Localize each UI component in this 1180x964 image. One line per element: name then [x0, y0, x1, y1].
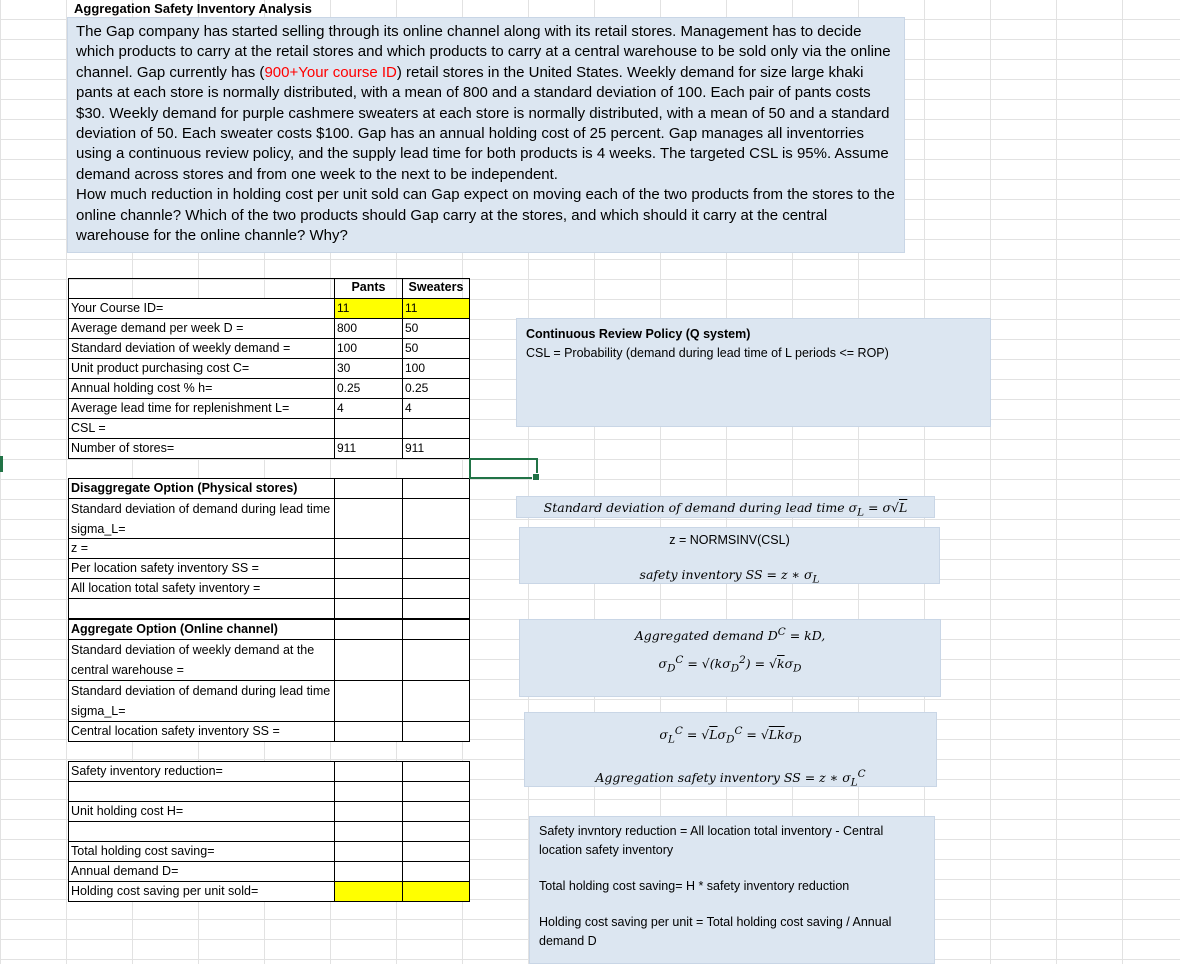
agg-sd-formula: $\sigma_D^C = √(k\sigma_D^2) = √k\sigma_D$ [658, 654, 802, 675]
sweaters-ss-reduction[interactable] [402, 761, 470, 782]
sheet-title: Aggregation Safety Inventory Analysis [74, 1, 312, 16]
row-label-csl[interactable]: CSL = [68, 418, 335, 439]
crp-note-box[interactable] [516, 318, 991, 427]
sweaters-std-dev[interactable]: 50 [402, 338, 470, 359]
pants-num-stores[interactable]: 911 [334, 438, 403, 459]
pants-central-ss[interactable] [334, 721, 403, 742]
pants-holding-pct[interactable]: 0.25 [334, 378, 403, 399]
pants-avg-demand[interactable]: 800 [334, 318, 403, 339]
row-label-holding-pct[interactable]: Annual holding cost % h= [68, 378, 335, 399]
crp-text: CSL = Probability (demand during lead time of L periods <= ROP) [526, 346, 889, 360]
col-header-sweaters[interactable]: Sweaters [402, 278, 470, 299]
pants-blank-3[interactable] [334, 821, 403, 842]
ss-formula: safety inventory SS = z ∗ $\sigma_L$ [639, 567, 820, 586]
pants-unit-holding[interactable] [334, 801, 403, 822]
row-label-ss-reduction[interactable]: Safety inventory reduction= [68, 761, 335, 782]
agg-sd-lead-formula: $\sigma_L^C = √L\sigma_D^C = √Lk\sigma_D$ [659, 725, 802, 746]
row-label-central-ss[interactable]: Central location safety inventory SS = [68, 721, 335, 742]
selected-cell[interactable] [469, 458, 538, 479]
row-label-disagg-sd-lead[interactable]: Standard deviation of demand during lead time sigma_L= [68, 498, 335, 539]
problem-question: How much reduction in holding cost per unit sold can Gap expect on moving each of the two products from the stores to the online channle? Which of the two products should Gap carry at the stores, and which should it carry at the central warehouse for the online channle? Why? [76, 186, 895, 245]
sweaters-disagg-sd-lead[interactable] [402, 498, 470, 539]
sweaters-agg-header-cell[interactable] [402, 619, 470, 640]
agg-demand-formula: Aggregated demand $D^C$ = kD, [634, 626, 826, 644]
row-label-annual-demand[interactable]: Annual demand D= [68, 861, 335, 882]
row-marker [0, 456, 3, 472]
pants-saving-per-unit[interactable] [334, 881, 403, 902]
pants-disagg-sd-lead[interactable] [334, 498, 403, 539]
row-label-saving-per-unit[interactable]: Holding cost saving per unit sold= [68, 881, 335, 902]
pants-agg-sd-lead[interactable] [334, 680, 403, 722]
row-label-lead-time[interactable]: Average lead time for replenishment L= [68, 398, 335, 419]
row-label-avg-demand[interactable]: Average demand per week D = [68, 318, 335, 339]
sd-lead-formula: Standard deviation of demand during lead time $\sigma_L = \sigma√L$ [543, 500, 908, 519]
course-id-highlight: 900+Your course ID [264, 63, 397, 81]
pants-csl[interactable] [334, 418, 403, 439]
pants-lead-time[interactable]: 4 [334, 398, 403, 419]
pants-disagg-header-cell[interactable] [334, 478, 403, 499]
pants-blank-2[interactable] [334, 781, 403, 802]
reduction-note: Safety invntory reduction = All location total inventory - Central location safety inventory [539, 824, 884, 857]
row-blank-2[interactable] [68, 781, 335, 802]
sweaters-total-saving[interactable] [402, 841, 470, 862]
sweaters-blank-3[interactable] [402, 821, 470, 842]
row-label-all-location-total[interactable]: All location total safety inventory = [68, 578, 335, 599]
agg-demand-note-box[interactable] [519, 619, 941, 697]
sweaters-per-location-ss[interactable] [402, 558, 470, 579]
z-ss-note-box[interactable] [519, 527, 940, 584]
agg-ss-formula: Aggregation safety inventory SS = z ∗ $\sigma_L^C$ [595, 767, 866, 789]
sweaters-blank-2[interactable] [402, 781, 470, 802]
aggregate-header[interactable]: Aggregate Option (Online channel) [68, 619, 335, 640]
disaggregate-header[interactable]: Disaggregate Option (Physical stores) [68, 478, 335, 499]
pants-blank-1[interactable] [334, 598, 403, 619]
sweaters-saving-per-unit[interactable] [402, 881, 470, 902]
pants-per-location-ss[interactable] [334, 558, 403, 579]
row-blank-1[interactable] [68, 598, 335, 619]
sweaters-z[interactable] [402, 538, 470, 559]
sweaters-unit-holding[interactable] [402, 801, 470, 822]
pants-annual-demand[interactable] [334, 861, 403, 882]
sweaters-annual-demand[interactable] [402, 861, 470, 882]
row-label-agg-sd-lead[interactable]: Standard deviation of demand during lead time sigma_L= [68, 680, 335, 722]
row-label-course-id[interactable]: Your Course ID= [68, 298, 335, 319]
sweaters-disagg-header-cell[interactable] [402, 478, 470, 499]
row-label-z[interactable]: z = [68, 538, 335, 559]
z-formula: z = NORMSINV(CSL) [669, 533, 790, 547]
sweaters-agg-sd-weekly[interactable] [402, 639, 470, 681]
col-header-pants[interactable]: Pants [334, 278, 403, 299]
problem-statement: The Gap company has started selling through its online channel along with its retail stores. Management has to decide which products to carry at the retail stores and which products to carry at a central warehouse to be sold only via the online channel. Gap currently has (900+Your course ID) retail stores in the United States. Weekly demand for size large khaki pants at each store is normally distributed, with a mean of 800 and a standard deviation of 100. Each pair of pants costs $30. Weekly demand for purple cashmere sweaters at each store is normally distributed, with a mean of 50 and a standard deviation of 50. Each sweater costs $100. Gap has an annual holding cost of 25 percent. Gap manages all inventorries using a continuous review policy, and the supply lead time for both products is 4 weeks. The targeted CSL is 95%. Assume demand across stores and from one week to the next to be independent. [76, 23, 891, 183]
pants-agg-header-cell[interactable] [334, 619, 403, 640]
sweaters-num-stores[interactable]: 911 [402, 438, 470, 459]
row-blank-3[interactable] [68, 821, 335, 842]
row-label-num-stores[interactable]: Number of stores= [68, 438, 335, 459]
sweaters-lead-time[interactable]: 4 [402, 398, 470, 419]
sweaters-central-ss[interactable] [402, 721, 470, 742]
problem-text-box[interactable] [67, 17, 905, 253]
crp-title: Continuous Review Policy (Q system) [526, 327, 751, 341]
pants-total-saving[interactable] [334, 841, 403, 862]
row-label-unit-cost[interactable]: Unit product purchasing cost C= [68, 358, 335, 379]
savings-note-box[interactable] [529, 816, 935, 964]
sweaters-unit-cost[interactable]: 100 [402, 358, 470, 379]
per-unit-note: Holding cost saving per unit = Total holding cost saving / Annual demand D [539, 915, 892, 948]
row-label-std-dev[interactable]: Standard deviation of weekly demand = [68, 338, 335, 359]
saving-note: Total holding cost saving= H * safety inventory reduction [539, 879, 850, 893]
row-label-per-location-ss[interactable]: Per location safety inventory SS = [68, 558, 335, 579]
pants-unit-cost[interactable]: 30 [334, 358, 403, 379]
row-label-total-saving[interactable]: Total holding cost saving= [68, 841, 335, 862]
sweaters-agg-sd-lead[interactable] [402, 680, 470, 722]
row-label-unit-holding[interactable]: Unit holding cost H= [68, 801, 335, 822]
pants-course-id[interactable]: 11 [334, 298, 403, 319]
table-header-blank [68, 278, 335, 299]
row-label-agg-sd-weekly[interactable]: Standard deviation of weekly demand at the central warehouse = [68, 639, 335, 681]
sweaters-all-location-total[interactable] [402, 578, 470, 599]
sweaters-blank-1[interactable] [402, 598, 470, 619]
sweaters-course-id[interactable]: 11 [402, 298, 470, 319]
sd-lead-note-box[interactable] [516, 496, 935, 518]
pants-std-dev[interactable]: 100 [334, 338, 403, 359]
sweaters-holding-pct[interactable]: 0.25 [402, 378, 470, 399]
agg-ss-note-box[interactable] [524, 712, 937, 787]
pants-z[interactable] [334, 538, 403, 559]
sweaters-avg-demand[interactable]: 50 [402, 318, 470, 339]
pants-agg-sd-weekly[interactable] [334, 639, 403, 681]
pants-ss-reduction[interactable] [334, 761, 403, 782]
pants-all-location-total[interactable] [334, 578, 403, 599]
sweaters-csl[interactable] [402, 418, 470, 439]
